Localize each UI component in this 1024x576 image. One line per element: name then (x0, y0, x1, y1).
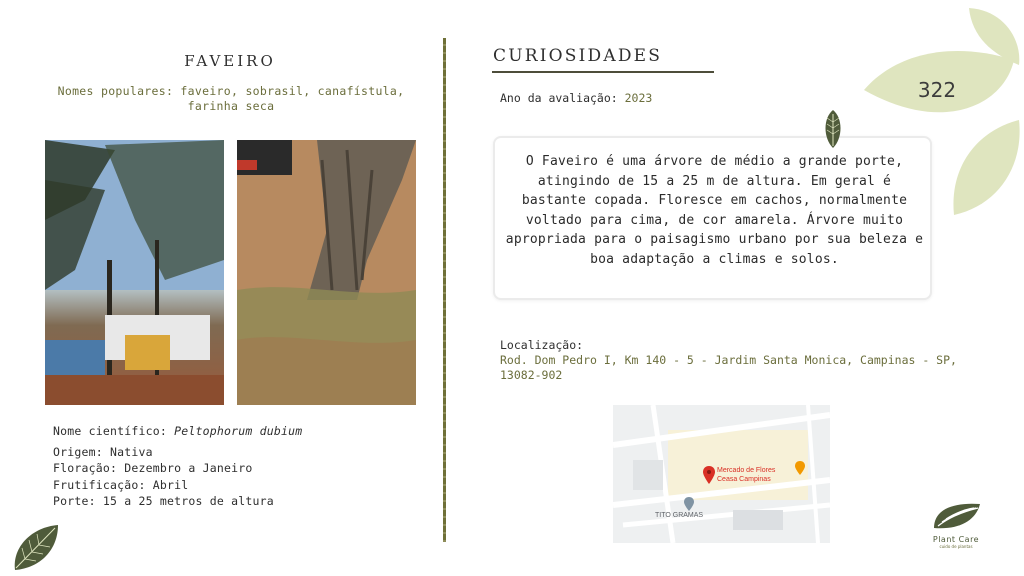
tree-photo-trunk (237, 140, 416, 405)
species-title: FAVEIRO (184, 52, 276, 70)
location-label: Localização: (500, 338, 584, 352)
location-address: Rod. Dom Pedro I, Km 140 - 5 - Jardim Santa Monica, Campinas - SP, 13082-902 (500, 353, 957, 382)
scientific-name (53, 423, 302, 440)
curiosities-title: CURIOSIDADES (493, 46, 663, 66)
evaluation-year-value: 2023 (624, 91, 653, 105)
poi-pin-icon (684, 497, 694, 511)
size-text: Porte: 15 a 25 metros de altura (53, 494, 274, 508)
description-card (493, 136, 932, 300)
scientific-name-value: Peltophorum dubium (174, 424, 303, 438)
scientific-name-label: Nome científico: (53, 424, 175, 438)
map-poi-label: TITO GRAMAS (655, 512, 704, 519)
brand-logo (918, 500, 994, 552)
decorative-leaf-icon (10, 522, 60, 572)
evaluation-year (500, 91, 652, 105)
location-pin-icon (703, 466, 715, 484)
leaf-icon (823, 110, 843, 148)
description-text: O Faveiro é uma árvore de médio a grande porte, atingindo de 15 a 25 m de altura. Em geral é bastante copada. Floresce em cachos, normalmente voltado para cima, de cor amarela. Árvore muito apropriada para o paisagismo urbano por sua beleza e boa adaptação a climas e solos. (505, 154, 924, 267)
flowering-text: Floração: Dezembro a Janeiro (53, 461, 253, 475)
location-map[interactable] (613, 405, 830, 543)
evaluation-year-label: Ano da avaliação: (500, 91, 625, 105)
brand-leaf-icon (930, 500, 982, 530)
tree-photo-canopy (45, 140, 224, 405)
page-number: 322 (917, 78, 957, 102)
map-place-line1: Mercado de Flores (717, 467, 776, 474)
origin-text: Origem: Nativa (53, 444, 153, 459)
brand-tagline: cuido de plantas (939, 544, 973, 549)
species-details (53, 423, 302, 510)
popular-names: Nomes populares: faveiro, sobrasil, canafístula, farinha seca (57, 84, 405, 113)
brand-name: Plant Care (932, 535, 980, 544)
fruiting-text: Frutificação: Abril (53, 477, 189, 492)
title-underline (492, 71, 714, 73)
vertical-divider (443, 38, 446, 542)
restaurant-pin-icon (795, 461, 805, 475)
map-place-line2: Ceasa Campinas (717, 476, 771, 483)
